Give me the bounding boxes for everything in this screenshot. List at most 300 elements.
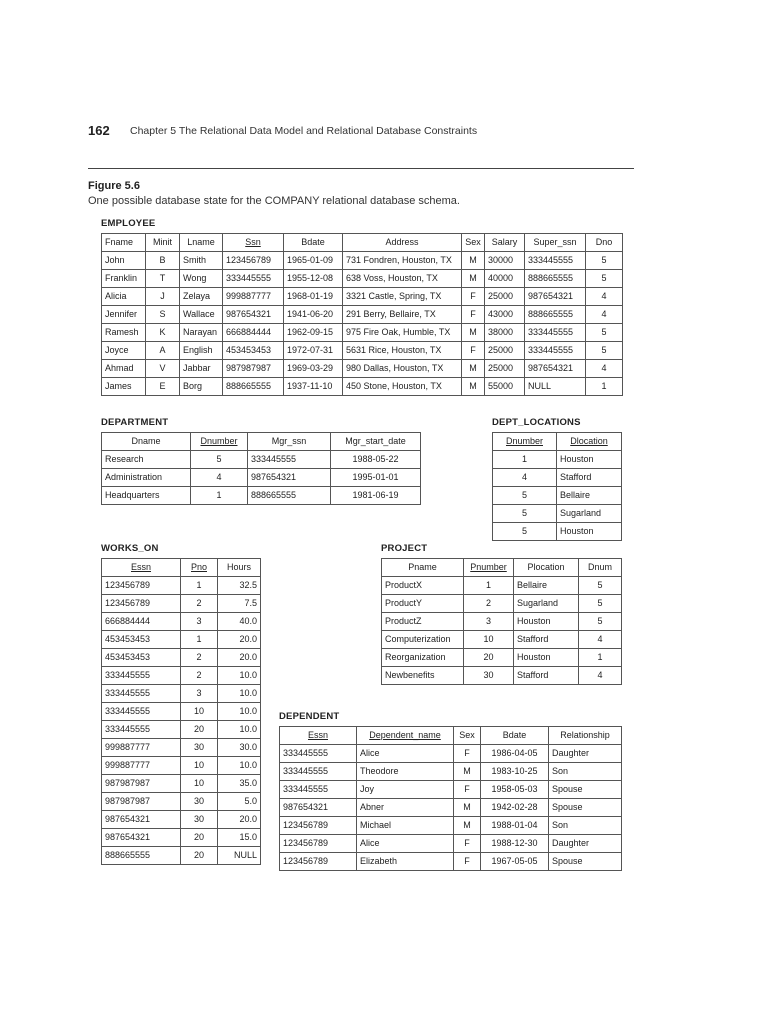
works-on-header-row — [102, 559, 261, 577]
table-cell: 1942-02-28 — [481, 799, 549, 817]
dependent-table — [279, 726, 622, 871]
table-cell: 30 — [181, 739, 218, 757]
table-cell: Alice — [357, 835, 454, 853]
table-cell: 40.0 — [218, 613, 261, 631]
table-cell: Bellaire — [514, 577, 579, 595]
table-cell: A — [146, 342, 180, 360]
table-cell: 987654321 — [102, 829, 181, 847]
table-cell: Sugarland — [557, 505, 622, 523]
table-cell: 15.0 — [218, 829, 261, 847]
table-row — [102, 685, 261, 703]
table-row — [102, 487, 421, 505]
table-cell: F — [454, 853, 481, 871]
column-header: Sex — [454, 727, 481, 745]
table-cell: 987654321 — [280, 799, 357, 817]
table-cell: 10 — [181, 703, 218, 721]
table-cell: 1958-05-03 — [481, 781, 549, 799]
table-cell: 1941-06-20 — [284, 306, 343, 324]
table-cell: 20 — [181, 829, 218, 847]
table-row — [102, 469, 421, 487]
table-row — [493, 487, 622, 505]
table-cell: B — [146, 252, 180, 270]
table-cell: 2 — [464, 595, 514, 613]
column-header: Bdate — [284, 234, 343, 252]
column-header: Dlocation — [557, 433, 622, 451]
table-cell: F — [462, 306, 485, 324]
header-rule — [88, 168, 634, 169]
table-cell: 731 Fondren, Houston, TX — [343, 252, 462, 270]
table-cell: Ramesh — [102, 324, 146, 342]
table-cell: 987654321 — [525, 360, 586, 378]
table-row — [102, 739, 261, 757]
column-header: Dependent_name — [357, 727, 454, 745]
table-cell: 3 — [464, 613, 514, 631]
table-cell: 5 — [493, 487, 557, 505]
table-row — [102, 829, 261, 847]
table-cell: 450 Stone, Houston, TX — [343, 378, 462, 396]
column-header: Pnumber — [464, 559, 514, 577]
table-row — [493, 523, 622, 541]
table-row — [280, 817, 622, 835]
table-cell: J — [146, 288, 180, 306]
table-cell: 453453453 — [102, 649, 181, 667]
table-cell: NULL — [525, 378, 586, 396]
dependent-table-title: DEPENDENT — [279, 711, 340, 722]
table-cell: 10 — [464, 631, 514, 649]
table-cell: Theodore — [357, 763, 454, 781]
table-cell: K — [146, 324, 180, 342]
column-header: Dnumber — [493, 433, 557, 451]
table-cell: 1981-06-19 — [331, 487, 421, 505]
table-row — [102, 811, 261, 829]
column-header: Pname — [382, 559, 464, 577]
table-cell: 1937-11-10 — [284, 378, 343, 396]
table-cell: F — [454, 745, 481, 763]
table-cell: 5 — [586, 252, 623, 270]
table-cell: 888665555 — [525, 270, 586, 288]
column-header: Hours — [218, 559, 261, 577]
page-number: 162 — [88, 123, 110, 138]
table-cell: 1988-12-30 — [481, 835, 549, 853]
table-cell: M — [462, 324, 485, 342]
table-cell: 333445555 — [102, 703, 181, 721]
table-cell: 1 — [586, 378, 623, 396]
table-row — [382, 613, 622, 631]
table-row — [493, 469, 622, 487]
table-cell: 1968-01-19 — [284, 288, 343, 306]
column-header: Sex — [462, 234, 485, 252]
table-cell: Administration — [102, 469, 191, 487]
works-on-table — [101, 558, 261, 865]
table-cell: English — [180, 342, 223, 360]
table-cell: Michael — [357, 817, 454, 835]
table-cell: 5631 Rice, Houston, TX — [343, 342, 462, 360]
table-cell: 1 — [191, 487, 248, 505]
table-cell: 4 — [191, 469, 248, 487]
table-cell: ProductZ — [382, 613, 464, 631]
table-cell: 333445555 — [525, 252, 586, 270]
table-cell: Spouse — [549, 781, 622, 799]
table-cell: 1 — [493, 451, 557, 469]
table-cell: 453453453 — [223, 342, 284, 360]
table-cell: 10.0 — [218, 667, 261, 685]
table-cell: Houston — [557, 451, 622, 469]
department-header-row — [102, 433, 421, 451]
table-cell: 1972-07-31 — [284, 342, 343, 360]
table-cell: 987987987 — [223, 360, 284, 378]
table-cell: 5 — [586, 324, 623, 342]
column-header: Mgr_start_date — [331, 433, 421, 451]
table-cell: M — [454, 817, 481, 835]
table-cell: 1967-05-05 — [481, 853, 549, 871]
table-cell: 987987987 — [102, 775, 181, 793]
table-cell: Wallace — [180, 306, 223, 324]
dept-locations-table — [492, 432, 622, 541]
employee-header-row — [102, 234, 623, 252]
employee-table — [101, 233, 623, 396]
table-cell: 1962-09-15 — [284, 324, 343, 342]
table-cell: T — [146, 270, 180, 288]
table-cell: 333445555 — [280, 781, 357, 799]
column-header: Minit — [146, 234, 180, 252]
table-cell: 38000 — [485, 324, 525, 342]
table-cell: 123456789 — [280, 817, 357, 835]
table-cell: 3 — [181, 685, 218, 703]
table-row — [102, 793, 261, 811]
table-row — [280, 799, 622, 817]
table-cell: M — [462, 252, 485, 270]
table-cell: 5 — [579, 577, 622, 595]
table-cell: 20 — [181, 847, 218, 865]
table-cell: M — [454, 799, 481, 817]
table-cell: 3321 Castle, Spring, TX — [343, 288, 462, 306]
table-cell: V — [146, 360, 180, 378]
table-cell: Houston — [514, 649, 579, 667]
table-cell: 30 — [181, 793, 218, 811]
table-row — [382, 667, 622, 685]
column-header: Super_ssn — [525, 234, 586, 252]
table-cell: ProductX — [382, 577, 464, 595]
column-header: Relationship — [549, 727, 622, 745]
table-row — [493, 451, 622, 469]
table-cell: 20.0 — [218, 631, 261, 649]
table-cell: Son — [549, 763, 622, 781]
chapter-title: Chapter 5 The Relational Data Model and Relational Database Constraints — [130, 125, 478, 137]
project-table — [381, 558, 622, 685]
table-cell: 291 Berry, Bellaire, TX — [343, 306, 462, 324]
table-cell: 35.0 — [218, 775, 261, 793]
table-cell: Zelaya — [180, 288, 223, 306]
table-cell: 980 Dallas, Houston, TX — [343, 360, 462, 378]
table-cell: 32.5 — [218, 577, 261, 595]
table-row — [102, 613, 261, 631]
department-table — [101, 432, 421, 505]
table-row — [280, 835, 622, 853]
table-cell: 1983-10-25 — [481, 763, 549, 781]
table-row — [102, 847, 261, 865]
table-cell: 666884444 — [102, 613, 181, 631]
table-cell: 20.0 — [218, 811, 261, 829]
figure-label: Figure 5.6 — [88, 180, 140, 192]
project-table-title: PROJECT — [381, 543, 428, 554]
table-cell: 5 — [586, 270, 623, 288]
table-row — [102, 378, 623, 396]
column-header: Address — [343, 234, 462, 252]
table-cell: 2 — [181, 649, 218, 667]
table-cell: Alicia — [102, 288, 146, 306]
table-cell: 888665555 — [223, 378, 284, 396]
table-row — [102, 577, 261, 595]
table-cell: Bellaire — [557, 487, 622, 505]
table-cell: 25000 — [485, 360, 525, 378]
table-row — [382, 649, 622, 667]
table-row — [102, 721, 261, 739]
table-cell: Franklin — [102, 270, 146, 288]
table-cell: 43000 — [485, 306, 525, 324]
table-cell: Houston — [557, 523, 622, 541]
table-row — [280, 763, 622, 781]
table-cell: Elizabeth — [357, 853, 454, 871]
table-cell: 638 Voss, Houston, TX — [343, 270, 462, 288]
column-header: Ssn — [223, 234, 284, 252]
table-cell: 5 — [579, 595, 622, 613]
table-cell: John — [102, 252, 146, 270]
table-cell: 999887777 — [102, 739, 181, 757]
table-cell: 20.0 — [218, 649, 261, 667]
project-header-row — [382, 559, 622, 577]
table-row — [102, 649, 261, 667]
table-row — [102, 667, 261, 685]
table-row — [280, 853, 622, 871]
table-cell: 987987987 — [102, 793, 181, 811]
table-cell: M — [462, 378, 485, 396]
employee-table-title: EMPLOYEE — [101, 218, 156, 229]
table-cell: 5 — [586, 342, 623, 360]
column-header: Mgr_ssn — [248, 433, 331, 451]
table-cell: 333445555 — [102, 721, 181, 739]
column-header: Plocation — [514, 559, 579, 577]
table-cell: 987654321 — [102, 811, 181, 829]
table-cell: 123456789 — [102, 577, 181, 595]
table-cell: Stafford — [514, 631, 579, 649]
table-row — [382, 595, 622, 613]
table-cell: 20 — [464, 649, 514, 667]
table-cell: 1955-12-08 — [284, 270, 343, 288]
table-row — [102, 631, 261, 649]
table-row — [102, 342, 623, 360]
table-cell: 7.5 — [218, 595, 261, 613]
table-cell: 123456789 — [223, 252, 284, 270]
table-cell: 5 — [493, 523, 557, 541]
table-cell: Smith — [180, 252, 223, 270]
table-cell: 1 — [181, 577, 218, 595]
table-cell: Jennifer — [102, 306, 146, 324]
table-cell: 1 — [579, 649, 622, 667]
table-cell: F — [462, 342, 485, 360]
table-cell: 30 — [181, 811, 218, 829]
table-cell: 55000 — [485, 378, 525, 396]
table-cell: 5 — [191, 451, 248, 469]
column-header: Bdate — [481, 727, 549, 745]
table-cell: E — [146, 378, 180, 396]
table-cell: 2 — [181, 595, 218, 613]
table-cell: Narayan — [180, 324, 223, 342]
table-cell: Daughter — [549, 745, 622, 763]
table-row — [102, 288, 623, 306]
table-cell: 1969-03-29 — [284, 360, 343, 378]
table-cell: 10.0 — [218, 721, 261, 739]
table-row — [102, 703, 261, 721]
table-cell: 123456789 — [102, 595, 181, 613]
table-cell: Joyce — [102, 342, 146, 360]
table-cell: 123456789 — [280, 835, 357, 853]
table-cell: Stafford — [514, 667, 579, 685]
table-cell: Spouse — [549, 853, 622, 871]
table-cell: 1988-05-22 — [331, 451, 421, 469]
table-row — [102, 451, 421, 469]
table-cell: F — [454, 835, 481, 853]
table-row — [102, 757, 261, 775]
table-cell: Spouse — [549, 799, 622, 817]
table-cell: 10 — [181, 775, 218, 793]
table-cell: Abner — [357, 799, 454, 817]
table-cell: 666884444 — [223, 324, 284, 342]
column-header: Dno — [586, 234, 623, 252]
table-cell: Daughter — [549, 835, 622, 853]
column-header: Dnum — [579, 559, 622, 577]
table-cell: Joy — [357, 781, 454, 799]
table-cell: 888665555 — [102, 847, 181, 865]
figure-caption: One possible database state for the COMPANY relational database schema. — [88, 195, 460, 207]
table-cell: 25000 — [485, 342, 525, 360]
column-header: Fname — [102, 234, 146, 252]
table-cell: 1986-04-05 — [481, 745, 549, 763]
column-header: Dname — [102, 433, 191, 451]
table-cell: M — [454, 763, 481, 781]
table-cell: 987654321 — [223, 306, 284, 324]
table-cell: M — [462, 270, 485, 288]
table-cell: Houston — [514, 613, 579, 631]
column-header: Dnumber — [191, 433, 248, 451]
dept-locations-header-row — [493, 433, 622, 451]
table-cell: 2 — [181, 667, 218, 685]
table-cell: Sugarland — [514, 595, 579, 613]
table-cell: ProductY — [382, 595, 464, 613]
table-cell: 25000 — [485, 288, 525, 306]
table-row — [382, 577, 622, 595]
table-cell: Jabbar — [180, 360, 223, 378]
table-row — [280, 745, 622, 763]
table-row — [493, 505, 622, 523]
table-row — [102, 306, 623, 324]
table-cell: 333445555 — [525, 324, 586, 342]
table-cell: Research — [102, 451, 191, 469]
table-cell: 333445555 — [248, 451, 331, 469]
table-cell: Headquarters — [102, 487, 191, 505]
table-cell: 4 — [493, 469, 557, 487]
table-cell: 1995-01-01 — [331, 469, 421, 487]
table-cell: 4 — [579, 631, 622, 649]
table-cell: Alice — [357, 745, 454, 763]
table-cell: 4 — [586, 288, 623, 306]
table-cell: 4 — [586, 360, 623, 378]
table-cell: F — [454, 781, 481, 799]
table-row — [102, 595, 261, 613]
table-cell: 1965-01-09 — [284, 252, 343, 270]
table-row — [102, 270, 623, 288]
table-cell: 333445555 — [280, 745, 357, 763]
table-cell: 20 — [181, 721, 218, 739]
works-on-table-title: WORKS_ON — [101, 543, 159, 554]
table-cell: 1 — [464, 577, 514, 595]
table-cell: 1988-01-04 — [481, 817, 549, 835]
table-row — [280, 781, 622, 799]
table-cell: Computerization — [382, 631, 464, 649]
table-cell: Reorganization — [382, 649, 464, 667]
table-cell: 4 — [579, 667, 622, 685]
table-cell: NULL — [218, 847, 261, 865]
table-cell: 5 — [493, 505, 557, 523]
table-cell: 999887777 — [102, 757, 181, 775]
column-header: Pno — [181, 559, 218, 577]
table-cell: 1 — [181, 631, 218, 649]
table-cell: Wong — [180, 270, 223, 288]
table-cell: 10.0 — [218, 703, 261, 721]
table-row — [102, 360, 623, 378]
table-row — [102, 252, 623, 270]
table-row — [382, 631, 622, 649]
table-cell: 4 — [586, 306, 623, 324]
table-cell: 10.0 — [218, 685, 261, 703]
table-cell: 10.0 — [218, 757, 261, 775]
table-cell: Newbenefits — [382, 667, 464, 685]
table-cell: 5 — [579, 613, 622, 631]
table-cell: James — [102, 378, 146, 396]
table-cell: 333445555 — [102, 667, 181, 685]
table-cell: S — [146, 306, 180, 324]
column-header: Lname — [180, 234, 223, 252]
table-cell: 10 — [181, 757, 218, 775]
table-cell: 333445555 — [102, 685, 181, 703]
dependent-header-row — [280, 727, 622, 745]
dept-locations-table-title: DEPT_LOCATIONS — [492, 417, 581, 428]
department-table-title: DEPARTMENT — [101, 417, 169, 428]
table-cell: M — [462, 360, 485, 378]
table-cell: 333445555 — [223, 270, 284, 288]
table-cell: Borg — [180, 378, 223, 396]
table-cell: 30 — [464, 667, 514, 685]
table-cell: 3 — [181, 613, 218, 631]
table-cell: 333445555 — [280, 763, 357, 781]
table-cell: 30000 — [485, 252, 525, 270]
table-cell: Son — [549, 817, 622, 835]
table-cell: Stafford — [557, 469, 622, 487]
column-header: Essn — [280, 727, 357, 745]
table-row — [102, 324, 623, 342]
table-cell: 40000 — [485, 270, 525, 288]
table-cell: Ahmad — [102, 360, 146, 378]
table-cell: 333445555 — [525, 342, 586, 360]
column-header: Essn — [102, 559, 181, 577]
table-cell: 987654321 — [525, 288, 586, 306]
table-cell: 5.0 — [218, 793, 261, 811]
table-cell: 123456789 — [280, 853, 357, 871]
table-cell: 888665555 — [248, 487, 331, 505]
column-header: Salary — [485, 234, 525, 252]
table-cell: F — [462, 288, 485, 306]
table-cell: 975 Fire Oak, Humble, TX — [343, 324, 462, 342]
table-cell: 888665555 — [525, 306, 586, 324]
